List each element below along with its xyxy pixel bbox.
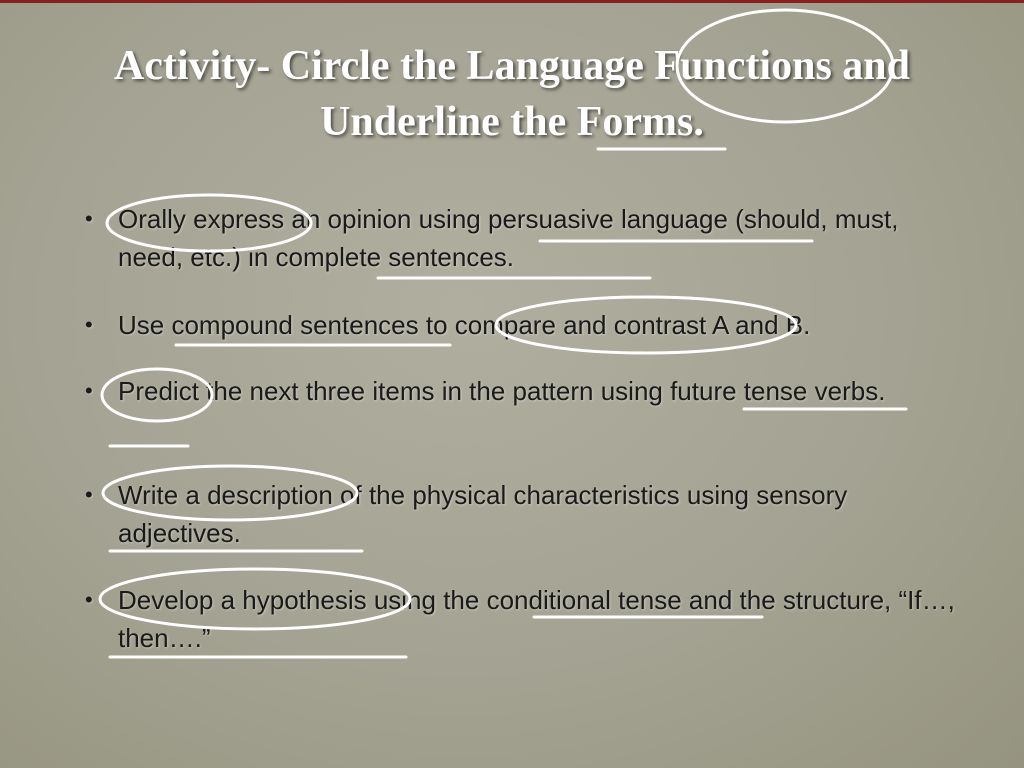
bullet-marker: •: [85, 312, 93, 337]
bullet-item-2: [85, 306, 955, 344]
bullet-item-5: [85, 581, 955, 657]
bullet-item-1: [85, 200, 955, 276]
bullet-text-5: Develop a hypothesis using the conditional tense and the structure, “If…, then….”: [118, 585, 955, 653]
bullet-marker: •: [85, 378, 93, 403]
bullet-text-4: Write a description of the physical characteristics using sensory adjectives.: [118, 480, 848, 548]
bullet-item-4: [85, 476, 955, 552]
bullet-marker: •: [85, 482, 93, 507]
top-accent-line: [0, 0, 1024, 3]
bullet-marker: •: [85, 587, 93, 612]
slide-title: [0, 38, 1024, 150]
bullet-text-2: Use compound sentences to compare and contrast A and B.: [118, 310, 811, 340]
slide-title-line-2: Underline the Forms.: [320, 99, 704, 145]
bullet-item-3: [85, 372, 955, 410]
bullet-marker: •: [85, 206, 93, 231]
slide-title-line-1: Activity- Circle the Language Functions and: [113, 43, 911, 89]
bullet-text-3: Predict the next three items in the pattern using future tense verbs.: [118, 376, 886, 406]
bullet-text-1: Orally express an opinion using persuasive language (should, must, need, etc.) in complete sentences.: [118, 204, 899, 272]
